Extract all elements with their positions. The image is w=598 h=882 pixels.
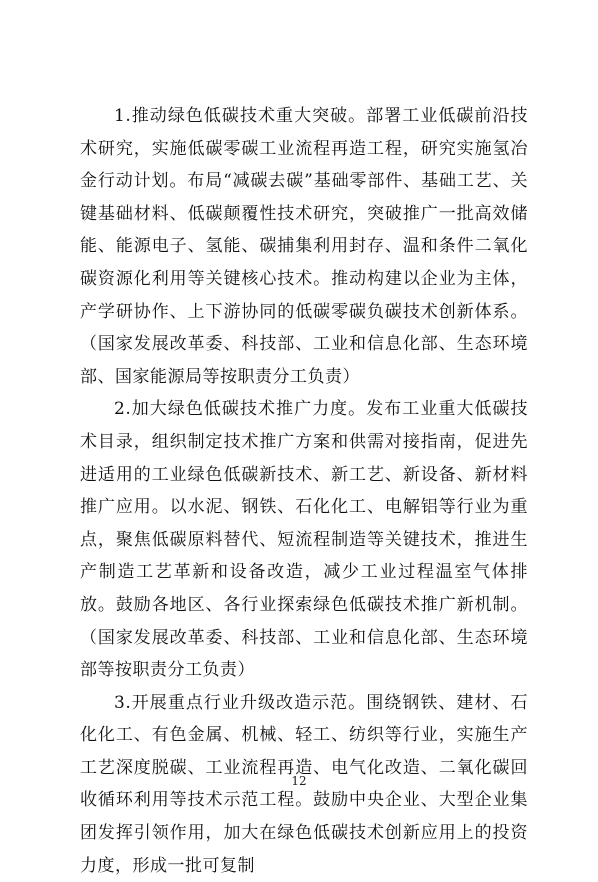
paragraph-3: 3.开展重点行业升级改造示范。围绕钢铁、建材、石化化工、有色金属、机械、轻工、纺织等行业，实施生产工艺深度脱碳、工业流程再造、电气化改造、二氧化碳回收循环利用等技术示范工程。鼓励中央企业、大型企业集团发挥引领作用，加大在绿色低碳技术创新应用上的投资力度，形成一批可复制 [80,692,528,876]
paragraph-1: 1.推动绿色低碳技术重大突破。部署工业低碳前沿技术研究，实施低碳零碳工业流程再造工程，研究实施氢冶金行动计划。布局“减碳去碳”基础零部件、基础工艺、关键基础材料、低碳颠覆性技术研究，突破推广一批高效储能、能源电子、氢能、碳捕集利用封存、温和条件二氧化碳资源化利用等关键核心技术。推动构建以企业为主体，产学研协作、上下游协同的低碳零碳负碳技术创新体系。（国家发展改革委、科技部、工业和信息化部、生态环境部、国家能源局等按职责分工负责） [80,106,528,387]
page-number: 12 [291,774,307,788]
document-body [80,100,528,882]
paragraph-2: 2.加大绿色低碳技术推广力度。发布工业重大低碳技术目录，组织制定技术推广方案和供需对接指南，促进先进适用的工业绿色低碳新技术、新工艺、新设备、新材料推广应用。以水泥、钢铁、石化化工、电解铝等行业为重点，聚焦低碳原料替代、短流程制造等关键技术，推进生产制造工艺革新和设备改造，减少工业过程温室气体排放。鼓励各地区、各行业探索绿色低碳技术推广新机制。（国家发展改革委、科技部、工业和信息化部、生态环境部等按职责分工负责） [80,399,528,681]
